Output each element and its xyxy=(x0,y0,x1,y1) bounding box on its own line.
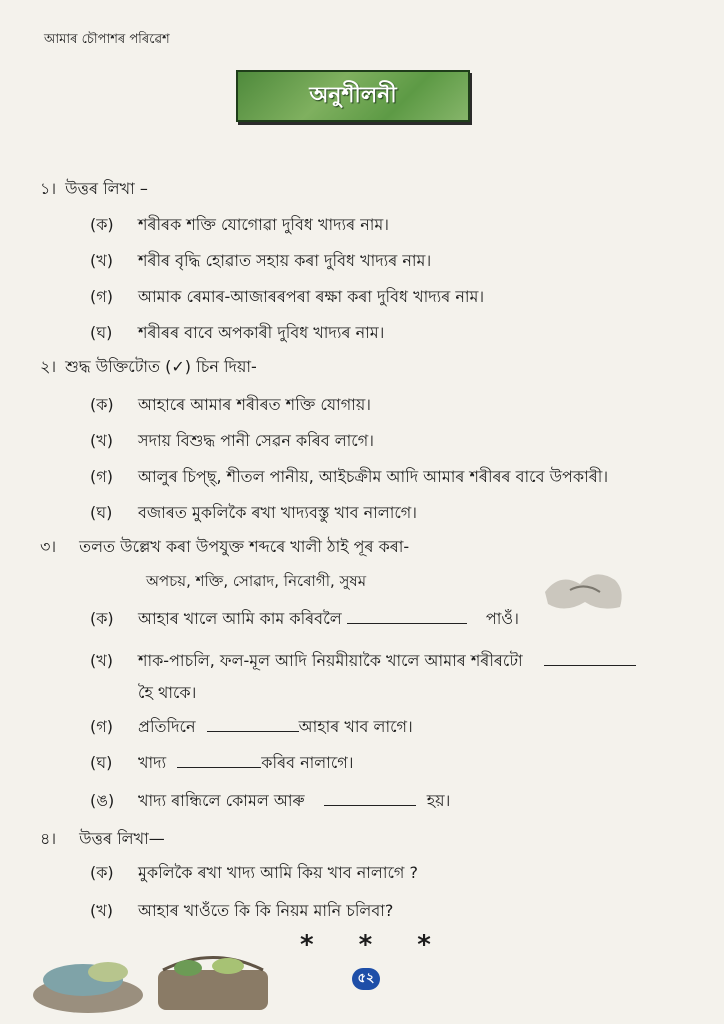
item-text: মুকলিকৈ ৰখা খাদ্য আমি কিয় খাব নালাগে ? xyxy=(138,863,418,882)
q3-item-continuation: হৈ থাকে। xyxy=(138,683,197,702)
item-text: শাক-পাচলি, ফল-মূল আদি নিয়মীয়াকৈ খালে আমাৰ শৰীৰটো xyxy=(138,651,523,670)
q1-item xyxy=(90,212,389,239)
q2-item xyxy=(90,500,417,527)
item-text: সদায় বিশুদ্ধ পানী সেৱন কৰিব লাগে। xyxy=(138,431,374,450)
question-4-heading xyxy=(40,826,165,853)
item-mark: (খ) xyxy=(90,431,113,450)
q3-item xyxy=(90,788,450,815)
item-text: খাদ্য ৰান্ধিলে কোমল আৰু xyxy=(138,791,305,810)
section-end-stars: * * * xyxy=(300,930,449,960)
question-2-heading xyxy=(40,354,257,381)
question-1-heading xyxy=(40,176,148,203)
item-mark: (গ) xyxy=(90,467,113,486)
vegetable-basket-illustration xyxy=(28,940,278,1020)
q2-item xyxy=(90,464,608,491)
question-number: ১। xyxy=(40,179,57,198)
item-mark: (ঘ) xyxy=(90,753,113,772)
question-label: শুদ্ধ উক্তিটোত (✓) চিন দিয়া- xyxy=(65,357,257,376)
item-mark: (ঘ) xyxy=(90,323,113,342)
question-number: ৪। xyxy=(40,829,57,848)
item-text: আলুৰ চিপ্‌ছ্‌, শীতল পানীয়, আইচক্ৰীম আদি আমাৰ শৰীৰৰ বাবে উপকাৰী। xyxy=(138,467,609,486)
question-label: উত্তৰ লিখা – xyxy=(65,179,148,198)
item-text: আহাৰ খালে আমি কাম কৰিবলৈ xyxy=(138,609,342,628)
item-text-after: পাওঁ। xyxy=(485,609,519,628)
q3-item xyxy=(90,714,413,741)
item-mark: (ক) xyxy=(90,215,114,234)
q1-item xyxy=(90,284,484,311)
item-text: শৰীৰ বৃদ্ধি হোৱাত সহায় কৰা দুবিধ খাদ্যৰ নাম। xyxy=(138,251,432,270)
item-mark: (গ) xyxy=(90,717,113,736)
item-text: বজাৰত মুকলিকৈ ৰখা খাদ্যবস্তু খাব নালাগে। xyxy=(138,503,417,522)
item-text-after: আহাৰ খাব লাগে। xyxy=(298,717,413,736)
fill-blank[interactable] xyxy=(324,791,416,806)
item-mark: (ক) xyxy=(90,395,114,414)
item-mark: (খ) xyxy=(90,901,113,920)
fill-blank[interactable] xyxy=(347,609,467,624)
item-mark: (ঘ) xyxy=(90,503,113,522)
item-text: আহাৰে আমাৰ শৰীৰত শক্তি যোগায়। xyxy=(138,395,371,414)
item-text: আমাক ৰেমাৰ-আজাৰৰপৰা ৰক্ষা কৰা দুবিধ খাদ্যৰ নাম। xyxy=(138,287,485,306)
q3-item xyxy=(90,606,519,633)
fill-blank[interactable] xyxy=(544,651,636,666)
q2-item xyxy=(90,392,371,419)
fill-blank[interactable] xyxy=(177,753,261,768)
q3-item xyxy=(90,648,636,675)
q4-item xyxy=(90,860,418,887)
item-text: খাদ্য xyxy=(138,753,167,772)
item-text: আহাৰ খাওঁতে কি কি নিয়ম মানি চলিবা? xyxy=(138,901,394,920)
page-number: ৫২ xyxy=(352,968,380,990)
q1-item xyxy=(90,320,384,347)
question-label: উত্তৰ লিখা— xyxy=(79,829,165,848)
question-3-heading xyxy=(40,534,409,561)
word-bank: অপচয়, শক্তি, সোৱাদ, নিৰোগী, সুষম xyxy=(146,572,367,590)
item-text-after: কৰিব নালাগে। xyxy=(261,753,354,772)
bird-illustration xyxy=(540,562,630,617)
item-mark: (খ) xyxy=(90,651,113,670)
item-text-after: হয়। xyxy=(426,791,451,810)
item-text: শৰীৰক শক্তি যোগোৱা দুবিধ খাদ্যৰ নাম। xyxy=(138,215,390,234)
q1-item xyxy=(90,248,431,275)
item-mark: (ঙ) xyxy=(90,791,115,810)
question-label: তলত উল্লেখ কৰা উপযুক্ত শব্দৰে খালী ঠাই পূৰ কৰা- xyxy=(79,537,410,556)
item-mark: (ক) xyxy=(90,609,114,628)
fill-blank[interactable] xyxy=(207,717,299,732)
running-head: আমাৰ চৌপাশৰ পৰিৱেশ xyxy=(44,32,170,47)
item-text: শৰীৰৰ বাবে অপকাৰী দুবিধ খাদ্যৰ নাম। xyxy=(138,323,385,342)
exercise-title-box xyxy=(236,70,470,122)
question-number: ৩। xyxy=(40,537,57,556)
item-mark: (গ) xyxy=(90,287,113,306)
q4-item xyxy=(90,898,393,925)
q3-item xyxy=(90,750,353,777)
item-mark: (ক) xyxy=(90,863,114,882)
item-text: প্ৰতিদিনে xyxy=(138,717,196,736)
item-mark: (খ) xyxy=(90,251,113,270)
q2-item xyxy=(90,428,374,455)
question-number: ২। xyxy=(40,357,57,376)
exercise-title: অনুশীলনী xyxy=(309,82,397,108)
